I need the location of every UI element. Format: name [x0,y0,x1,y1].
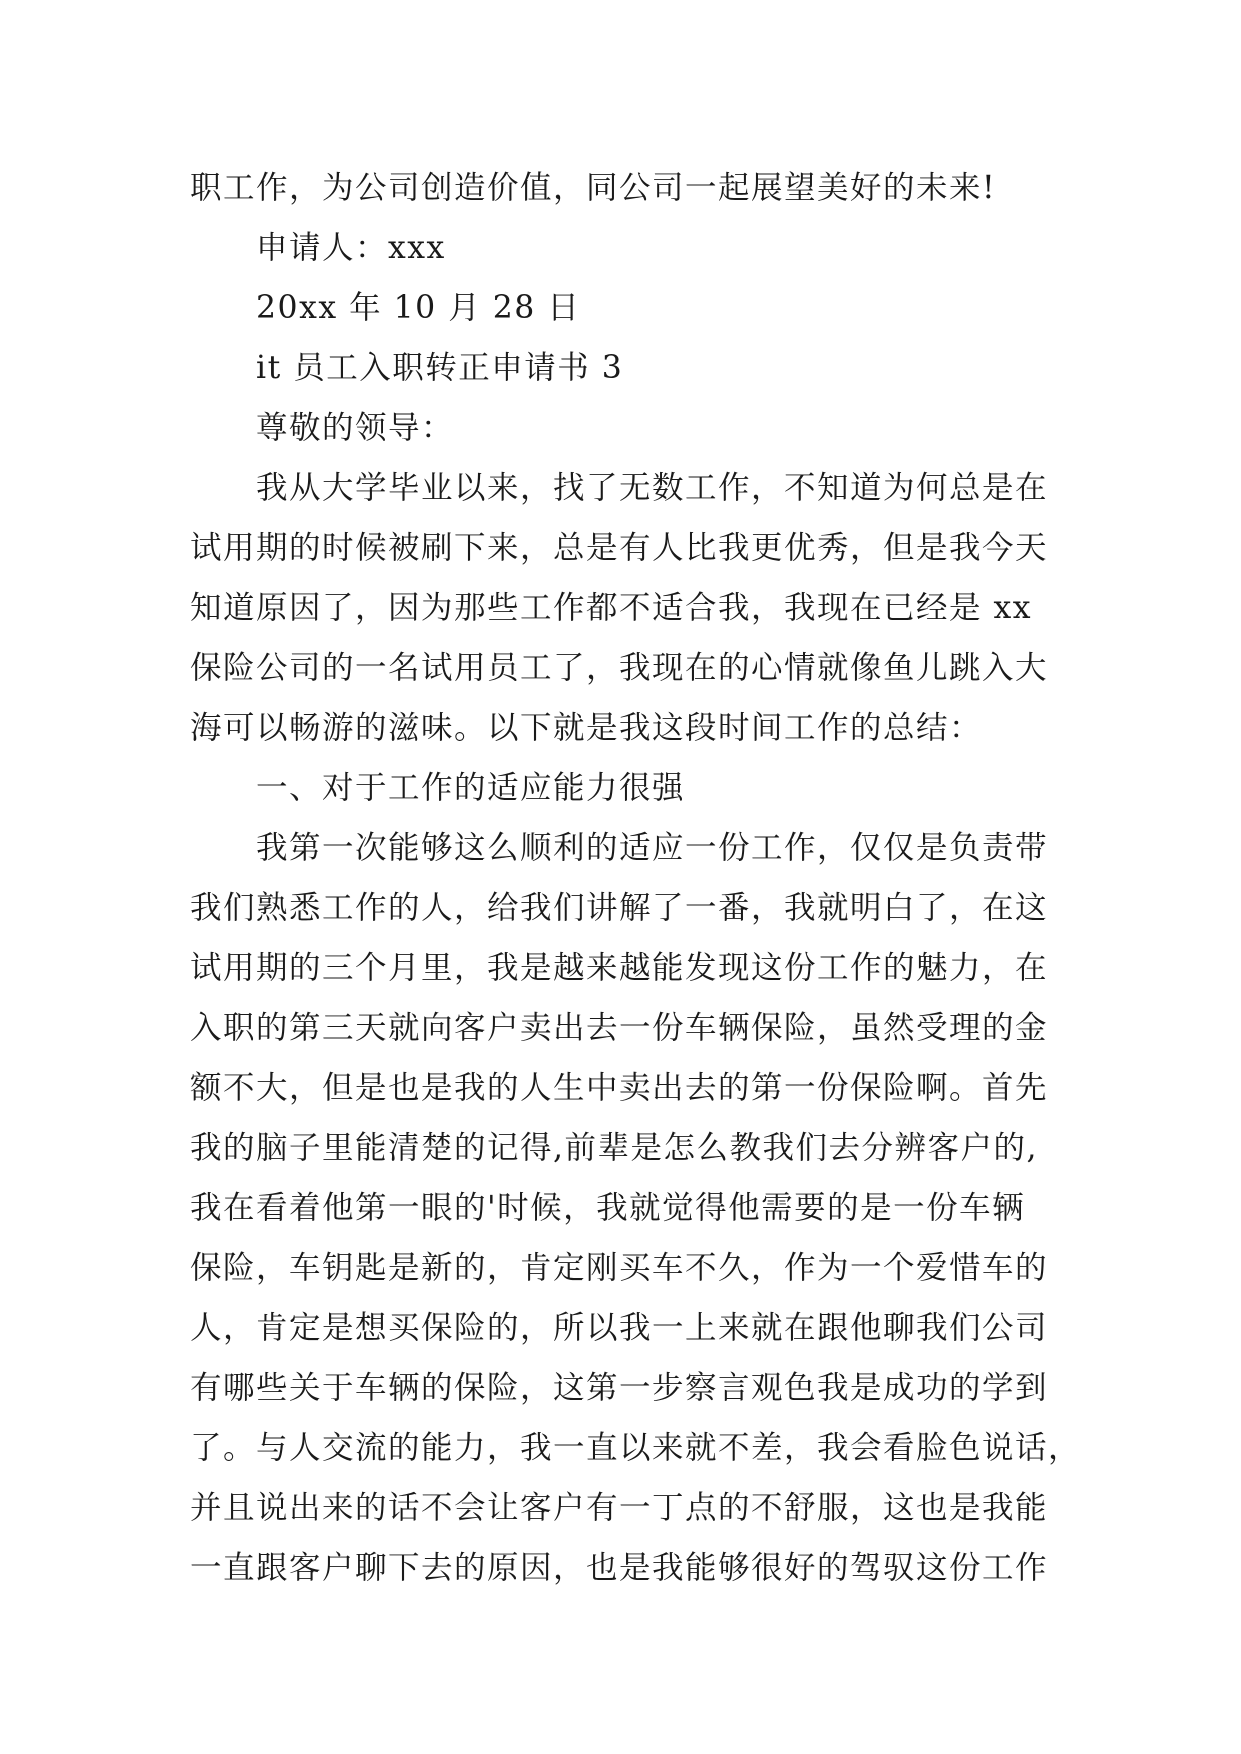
text-line: 保险，车钥匙是新的，肯定刚买车不久，作为一个爱惜车的 [190,1250,1049,1286]
text-line: 了。与人交流的能力，我一直以来就不差，我会看脸色说话， [190,1430,1082,1466]
text-line: 试用期的三个月里，我是越来越能发现这份工作的魅力，在 [190,950,1049,986]
text-line: 我从大学毕业以来，找了无数工作，不知道为何总是在 [256,470,1049,506]
salutation: 尊敬的领导： [256,410,455,446]
heading-line: 一、对于工作的适应能力很强 [256,770,686,806]
text-line: 试用期的时候被刷下来，总是有人比我更优秀，但是我今天 [190,530,1049,566]
text-line: 知道原因了，因为那些工作都不适合我，我现在已经是 xx [190,590,1033,626]
text-line: 入职的第三天就向客户卖出去一份车辆保险，虽然受理的金 [190,1010,1049,1046]
text-line: 保险公司的一名试用员工了，我现在的心情就像鱼儿跳入大 [190,650,1049,686]
text-line: 人，肯定是想买保险的，所以我一上来就在跟他聊我们公司 [190,1310,1049,1346]
text-line: 额不大，但是也是我的人生中卖出去的第一份保险啊。首先 [190,1070,1049,1106]
text-line: 我第一次能够这么顺利的适应一份工作，仅仅是负责带 [256,830,1049,866]
text-line: 有哪些关于车辆的保险，这第一步察言观色我是成功的学到 [190,1370,1049,1406]
applicant-line: 申请人：xxx [256,230,446,266]
date-line: 20xx 年 10 月 28 日 [256,290,581,326]
text-line: 职工作，为公司创造价值，同公司一起展望美好的未来! [190,170,997,206]
section-title: it 员工入职转正申请书 3 [256,350,624,386]
text-line: 我们熟悉工作的人，给我们讲解了一番，我就明白了，在这 [190,890,1049,926]
text-line: 并且说出来的话不会让客户有一丁点的不舒服，这也是我能 [190,1490,1049,1526]
text-line: 海可以畅游的滋味。以下就是我这段时间工作的总结： [190,710,983,746]
text-line: 我的脑子里能清楚的记得,前辈是怎么教我们去分辨客户的, [190,1130,1039,1166]
text-line: 一直跟客户聊下去的原因，也是我能够很好的驾驭这份工作 [190,1550,1049,1586]
text-line: 我在看着他第一眼的'时候，我就觉得他需要的是一份车辆 [190,1190,1026,1226]
